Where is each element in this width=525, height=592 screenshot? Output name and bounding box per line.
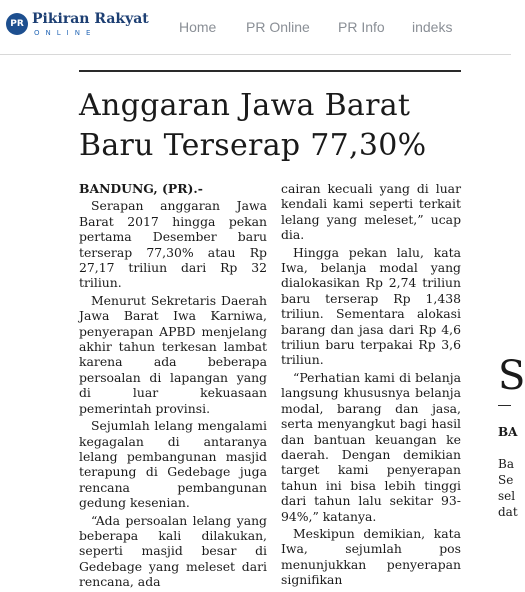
adjacent-text-line: dat (498, 505, 518, 519)
article-paragraph: Serapan anggaran Jawa Barat 2017 hingga pekan pertama Desember baru terserap 77,30% atau Rp 27,17 triliun dari Rp 32 triliun. (79, 198, 267, 291)
article-dateline: BANDUNG, (PR).- (79, 181, 203, 196)
headline-line: Anggaran Jawa Barat (79, 88, 411, 123)
adjacent-rule (498, 405, 511, 406)
logo-subtitle: ONLINE (34, 29, 97, 37)
headline-line: Baru Terserap 77,30% (79, 128, 427, 163)
article-paragraph: cairan kecuali yang di luar kendali kami seperti terkait lelang yang meleset,” ucap dia. (281, 181, 461, 243)
nav-link-home[interactable]: Home (179, 19, 217, 35)
nav-link-pr-info[interactable]: PR Info (338, 19, 385, 35)
article-paragraph: Meskipun demikian, kata Iwa, sejumlah pos menunjukkan penyerapan signifikan (281, 525, 461, 588)
adjacent-dateline-fragment: BA (498, 425, 518, 439)
nav-link-indeks[interactable]: indeks (412, 19, 453, 35)
adjacent-text-line: sel (498, 489, 516, 503)
article-paragraph: Sejumlah lelang mengalami kegagalan di antaranya lelang pembangunan masjid terapung di Gedebage juga rencana pembangunan gedung kesenian. (79, 418, 267, 511)
logo-name: Pikiran Rakyat (32, 11, 149, 27)
logo-badge-icon: PR (6, 13, 28, 35)
article-headline (79, 86, 459, 166)
nav-link-pr-online[interactable]: PR Online (246, 19, 310, 35)
article-column-left (79, 181, 267, 592)
article-paragraph: Menurut Sekretaris Daerah Jawa Barat Iwa Karniwa, penyerapan APBD menjelang akhir tahun terkesan lambat karena ada beberapa persoalan di lapangan yang di luar kekuasaan pemerintah provinsi. (79, 292, 267, 416)
adjacent-text-fragment (498, 456, 518, 520)
adjacent-headline-fragment: S (498, 353, 525, 399)
adjacent-text-line: Ba (498, 457, 514, 471)
article-top-rule (79, 70, 461, 72)
article-paragraph: “Perhatian kami di belanja langsung khususnya belanja modal, barang dan jasa, serta menyangkut bagi hasil dan bantuan keuangan ke daerah. Dengan demikian target kami penyerapan tahun ini bisa lebih tinggi dari tahun lalu sekitar 93-94%,” katanya. (281, 369, 461, 524)
site-logo[interactable] (6, 9, 149, 39)
article-paragraph: Hingga pekan lalu, kata Iwa, belanja modal yang dialokasikan Rp 2,74 triliun baru terserap Rp 1,438 triliun. Sementara alokasi barang dan jasa dari Rp 4,6 triliun baru terpakai Rp 3,6 triliun. (281, 244, 461, 368)
top-navigation-bar (0, 0, 511, 55)
adjacent-text-line: Se (498, 473, 514, 487)
article-paragraph: “Ada persoalan lelang yang beberapa kali dilakukan, seperti masjid besar di Gedebage yang meleset dari rencana, ada (79, 512, 267, 590)
article-column-right (281, 181, 461, 590)
